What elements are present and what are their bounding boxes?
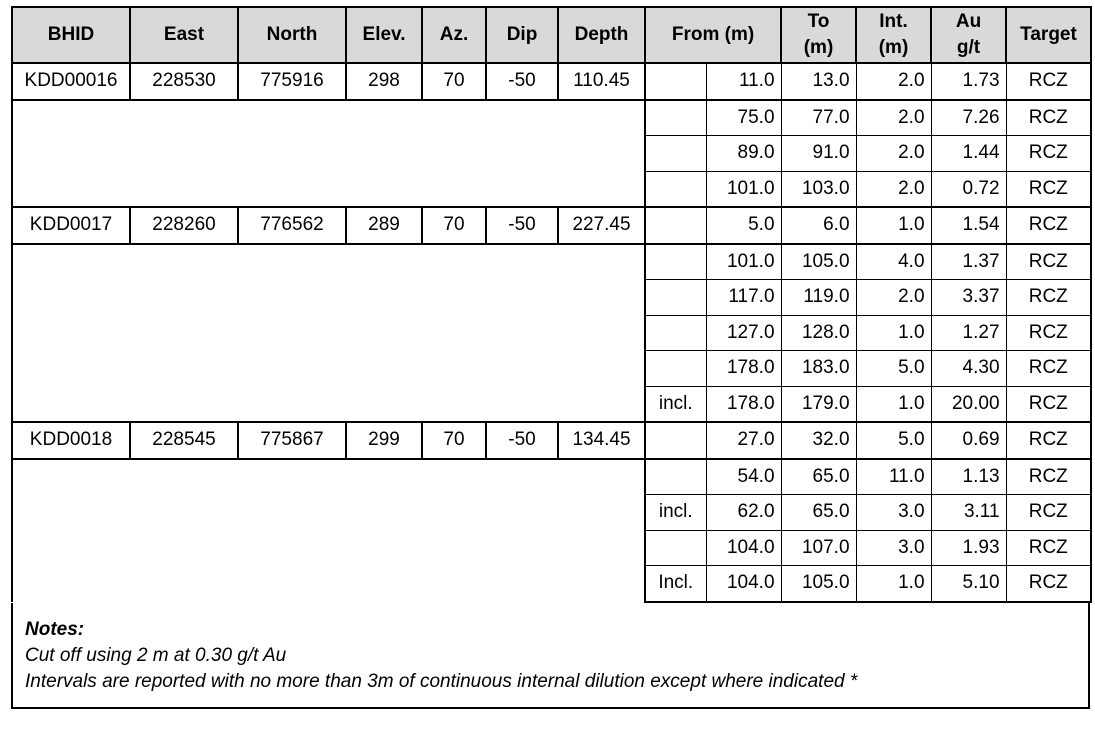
cell-au: 1.54 (931, 207, 1006, 244)
cell-target: RCZ (1006, 63, 1091, 100)
cell-elev: 299 (346, 422, 422, 459)
cell-target: RCZ (1006, 351, 1091, 387)
cell-from: 104.0 (706, 566, 781, 602)
cell-qualifier: incl. (645, 495, 706, 531)
cell-target: RCZ (1006, 136, 1091, 172)
cell-qualifier (645, 315, 706, 351)
cell-int: 5.0 (856, 351, 931, 387)
cell-depth: 110.45 (558, 63, 645, 100)
cell-int: 11.0 (856, 459, 931, 495)
cell-qualifier (645, 63, 706, 100)
cell-north: 776562 (238, 207, 346, 244)
cell-qualifier (645, 171, 706, 207)
cell-depth: 227.45 (558, 207, 645, 244)
col-int-line1: Int. (879, 11, 908, 32)
cell-target: RCZ (1006, 100, 1091, 136)
col-bhid: BHID (12, 7, 130, 63)
cell-bhid: KDD0018 (12, 422, 130, 459)
cell-au: 7.26 (931, 100, 1006, 136)
cell-to: 32.0 (781, 422, 856, 459)
interval-row (12, 100, 1091, 136)
cell-elev: 289 (346, 207, 422, 244)
cell-int: 1.0 (856, 386, 931, 422)
cell-int: 2.0 (856, 280, 931, 316)
table-body (12, 63, 1091, 602)
drill-results-sheet (11, 6, 1090, 709)
cell-qualifier (645, 351, 706, 387)
cell-east: 228545 (130, 422, 238, 459)
cell-to: 107.0 (781, 530, 856, 566)
col-az: Az. (422, 7, 486, 63)
cell-from: 62.0 (706, 495, 781, 531)
cell-from: 5.0 (706, 207, 781, 244)
cell-bhid: KDD0017 (12, 207, 130, 244)
col-au (931, 7, 1006, 63)
cell-to: 103.0 (781, 171, 856, 207)
col-elev: Elev. (346, 7, 422, 63)
cell-target: RCZ (1006, 207, 1091, 244)
cell-to: 179.0 (781, 386, 856, 422)
cell-to: 128.0 (781, 315, 856, 351)
cell-from: 117.0 (706, 280, 781, 316)
cell-to: 105.0 (781, 244, 856, 280)
cell-az: 70 (422, 422, 486, 459)
col-to-line1: To (807, 11, 830, 32)
cell-au: 20.00 (931, 386, 1006, 422)
collar-row (12, 422, 1091, 459)
cell-au: 1.37 (931, 244, 1006, 280)
collar-row (12, 63, 1091, 100)
cell-az: 70 (422, 207, 486, 244)
cell-qualifier (645, 280, 706, 316)
cell-to: 13.0 (781, 63, 856, 100)
cell-au: 1.27 (931, 315, 1006, 351)
interval-row (12, 244, 1091, 280)
cell-qualifier (645, 100, 706, 136)
cell-target: RCZ (1006, 171, 1091, 207)
collar-blank-area (12, 459, 645, 602)
cell-int: 2.0 (856, 171, 931, 207)
cell-from: 27.0 (706, 422, 781, 459)
cell-dip: -50 (486, 63, 558, 100)
cell-from: 127.0 (706, 315, 781, 351)
cell-bhid: KDD00016 (12, 63, 130, 100)
notes-line: Cut off using 2 m at 0.30 g/t Au (25, 644, 287, 666)
cell-int: 2.0 (856, 100, 931, 136)
cell-int: 5.0 (856, 422, 931, 459)
cell-au: 0.69 (931, 422, 1006, 459)
cell-int: 2.0 (856, 63, 931, 100)
cell-qualifier (645, 459, 706, 495)
cell-au: 3.11 (931, 495, 1006, 531)
notes-box (11, 603, 1090, 709)
col-to (781, 7, 856, 63)
cell-target: RCZ (1006, 386, 1091, 422)
cell-int: 4.0 (856, 244, 931, 280)
cell-from: 178.0 (706, 386, 781, 422)
cell-int: 2.0 (856, 136, 931, 172)
cell-east: 228260 (130, 207, 238, 244)
cell-from: 75.0 (706, 100, 781, 136)
cell-int: 1.0 (856, 566, 931, 602)
notes-line: Intervals are reported with no more than 3m of continuous internal dilution except where indicated * (25, 670, 858, 692)
cell-qualifier (645, 136, 706, 172)
cell-target: RCZ (1006, 495, 1091, 531)
cell-to: 91.0 (781, 136, 856, 172)
cell-au: 0.72 (931, 171, 1006, 207)
cell-dip: -50 (486, 207, 558, 244)
cell-int: 1.0 (856, 315, 931, 351)
cell-to: 183.0 (781, 351, 856, 387)
cell-qualifier (645, 422, 706, 459)
cell-to: 6.0 (781, 207, 856, 244)
interval-row (12, 459, 1091, 495)
cell-qualifier: Incl. (645, 566, 706, 602)
cell-qualifier: incl. (645, 386, 706, 422)
collar-row (12, 207, 1091, 244)
cell-to: 77.0 (781, 100, 856, 136)
cell-au: 1.73 (931, 63, 1006, 100)
cell-north: 775867 (238, 422, 346, 459)
cell-au: 4.30 (931, 351, 1006, 387)
col-depth: Depth (558, 7, 645, 63)
cell-from: 54.0 (706, 459, 781, 495)
cell-from: 11.0 (706, 63, 781, 100)
cell-az: 70 (422, 63, 486, 100)
cell-target: RCZ (1006, 422, 1091, 459)
collar-blank-area (12, 244, 645, 423)
cell-from: 89.0 (706, 136, 781, 172)
cell-au: 5.10 (931, 566, 1006, 602)
cell-to: 105.0 (781, 566, 856, 602)
cell-from: 101.0 (706, 244, 781, 280)
cell-elev: 298 (346, 63, 422, 100)
cell-from: 101.0 (706, 171, 781, 207)
col-int-line2: (m) (878, 37, 909, 58)
cell-au: 1.13 (931, 459, 1006, 495)
col-au-line1: Au (955, 11, 982, 32)
cell-target: RCZ (1006, 459, 1091, 495)
header-row (12, 7, 1091, 63)
col-au-line2: g/t (956, 37, 981, 58)
col-east: East (130, 7, 238, 63)
cell-au: 3.37 (931, 280, 1006, 316)
cell-target: RCZ (1006, 315, 1091, 351)
cell-depth: 134.45 (558, 422, 645, 459)
cell-qualifier (645, 207, 706, 244)
col-dip: Dip (486, 7, 558, 63)
cell-to: 65.0 (781, 459, 856, 495)
cell-from: 178.0 (706, 351, 781, 387)
collar-blank-area (12, 100, 645, 208)
cell-target: RCZ (1006, 280, 1091, 316)
cell-int: 3.0 (856, 530, 931, 566)
cell-east: 228530 (130, 63, 238, 100)
cell-from: 104.0 (706, 530, 781, 566)
drill-results-table (11, 6, 1092, 603)
cell-au: 1.93 (931, 530, 1006, 566)
col-to-line2: (m) (803, 37, 834, 58)
cell-target: RCZ (1006, 530, 1091, 566)
col-north: North (238, 7, 346, 63)
col-target: Target (1006, 7, 1091, 63)
cell-north: 775916 (238, 63, 346, 100)
cell-dip: -50 (486, 422, 558, 459)
notes-title: Notes: (25, 618, 85, 640)
cell-qualifier (645, 530, 706, 566)
cell-au: 1.44 (931, 136, 1006, 172)
cell-to: 65.0 (781, 495, 856, 531)
cell-to: 119.0 (781, 280, 856, 316)
cell-target: RCZ (1006, 244, 1091, 280)
cell-int: 3.0 (856, 495, 931, 531)
col-int (856, 7, 931, 63)
cell-qualifier (645, 244, 706, 280)
cell-target: RCZ (1006, 566, 1091, 602)
col-from: From (m) (645, 7, 781, 63)
cell-int: 1.0 (856, 207, 931, 244)
